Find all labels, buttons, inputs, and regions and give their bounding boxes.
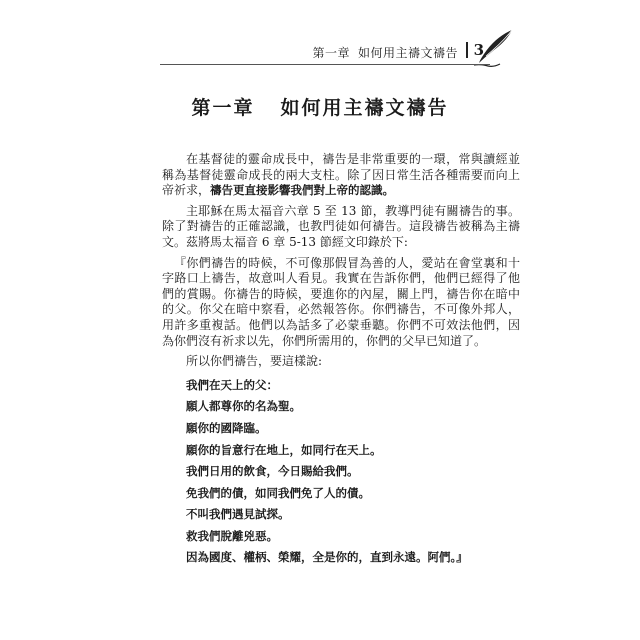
header-separator — [466, 42, 468, 58]
chapter-title-name: 如何用主禱文禱告 — [280, 97, 449, 119]
prayer-line: 我們在天上的父： — [186, 377, 278, 392]
paragraph-1-emphasis: 禱告更直接影響我們對上帝的認識。 — [210, 183, 395, 198]
paragraph-intro: 所以你們禱告，要這樣說: — [186, 354, 323, 369]
header-chapter-label: 第一章 — [312, 46, 350, 60]
page-number: 3 — [473, 41, 484, 59]
prayer-line: 願你的國降臨。 — [186, 420, 267, 435]
chapter-title — [0, 93, 640, 120]
lords-prayer — [162, 375, 520, 569]
paragraph-2: 主耶穌在馬太福音六章 5 至 13 節，教導門徒有關禱告的事。除了對禱告的正確認識，也教門徒如何禱告。這段禱告被稱為主禱文。茲將馬太福音 6 章 5-13 節經文印錄於下: — [162, 203, 520, 249]
prayer-line: 不叫我們遇見試探。 — [186, 507, 290, 522]
scripture-quote: 『你們禱告的時候，不可像那假冒為善的人，愛站在會堂裏和十字路口上禱告，故意叫人看見。我實在告訴你們，他們已經得了他們的賞賜。你禱告的時候，要進你的內屋，關上門，禱告你在暗中的父。你父在暗中察看，必然報答你。你們禱告，不可像外邦人，用許多重複話。他們以為話多了必蒙垂聽。你們不可效法他們，因為你們沒有祈求以先，你們所需用的，你們的父早已知道了。 — [162, 255, 520, 348]
body-text — [162, 152, 520, 569]
running-header — [190, 34, 490, 66]
paragraph-1-text: 在基督徒的靈命成長中，禱告是非常重要的一環，常與讀經並稱為基督徒靈命成長的兩大支柱。除了因日常生活各種需要而向上帝祈求， — [162, 152, 520, 198]
prayer-line: 我們日用的飲食，今日賜給我們。 — [186, 464, 359, 479]
prayer-line: 願你的旨意行在地上，如同行在天上。 — [186, 442, 382, 457]
paragraph-1 — [162, 152, 520, 199]
prayer-line: 因為國度、權柄、榮耀，全是你的，直到永遠。阿們。』 — [186, 550, 468, 565]
header-rule — [160, 64, 490, 65]
chapter-title-label: 第一章 — [191, 97, 255, 119]
prayer-line: 願人都尊你的名為聖。 — [186, 399, 301, 414]
running-header-text — [312, 44, 458, 61]
prayer-line: 救我們脫離兇惡。 — [186, 528, 278, 543]
quill-pen-icon — [472, 28, 516, 68]
header-chapter-name: 如何用主禱文禱告 — [357, 46, 458, 60]
prayer-line: 免我們的債，如同我們免了人的債。 — [186, 485, 370, 500]
